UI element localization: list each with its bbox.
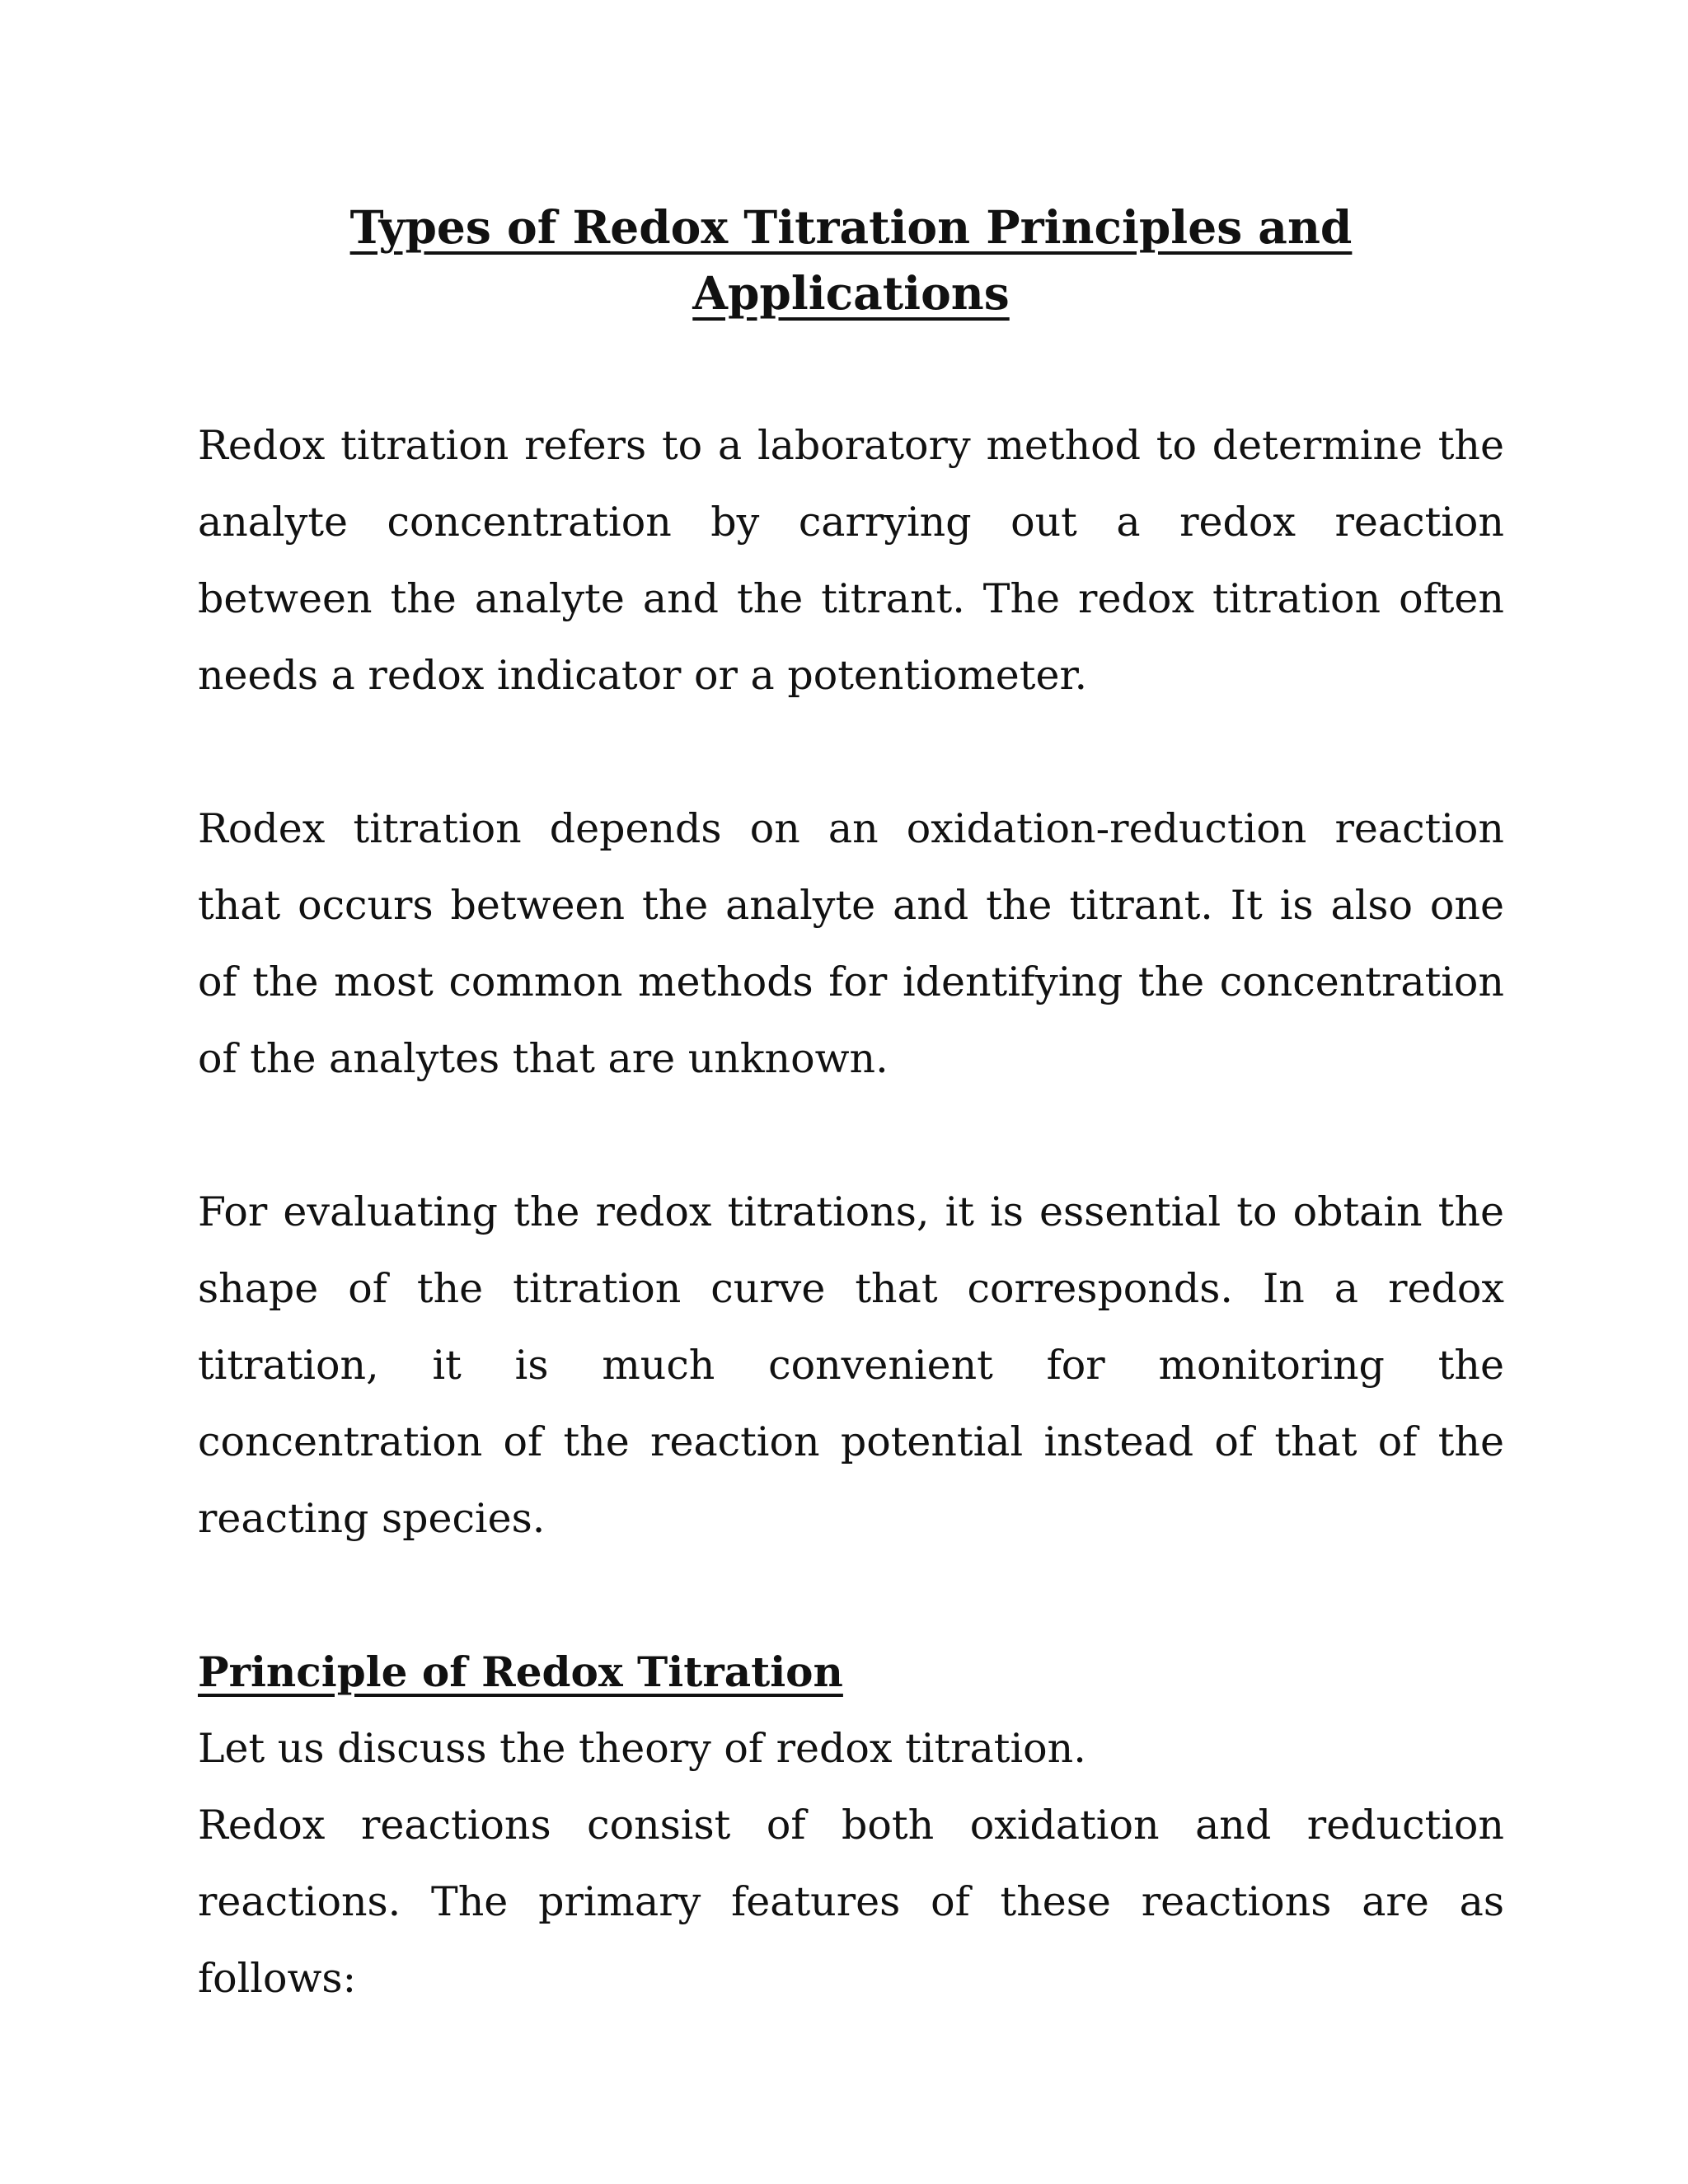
section-heading: Principle of Redox Titration [198, 1647, 843, 1696]
intro-paragraph: Redox titration refers to a laboratory method to determine the analyte concentration by carrying out a redox reaction between the analyte and the titrant. The redox titration often needs a redox indicator or a potentiometer. [198, 422, 1504, 699]
reaction-paragraph: Rodex titration depends on an oxidation-reduction reaction that occurs between the analyte and the titrant. It is also one of the most common methods for identifying the concentration of the analytes that are unknown. [198, 805, 1504, 1082]
document-body [198, 194, 1504, 2017]
evaluation-paragraph: For evaluating the redox titrations, it is essential to obtain the shape of the titration curve that corresponds. In a redox titration, it is much convenient for monitoring the concentration of the reaction potential instead of that of the reacting species. [198, 1188, 1504, 1542]
section-features-paragraph: Redox reactions consist of both oxidation and reduction reactions. The primary features of these reactions are as follows: [198, 1802, 1504, 2002]
document-title: Types of Redox Titration Principles and Applications [349, 200, 1353, 320]
section-intro-line: Let us discuss the theory of redox titration. [198, 1725, 1086, 1772]
